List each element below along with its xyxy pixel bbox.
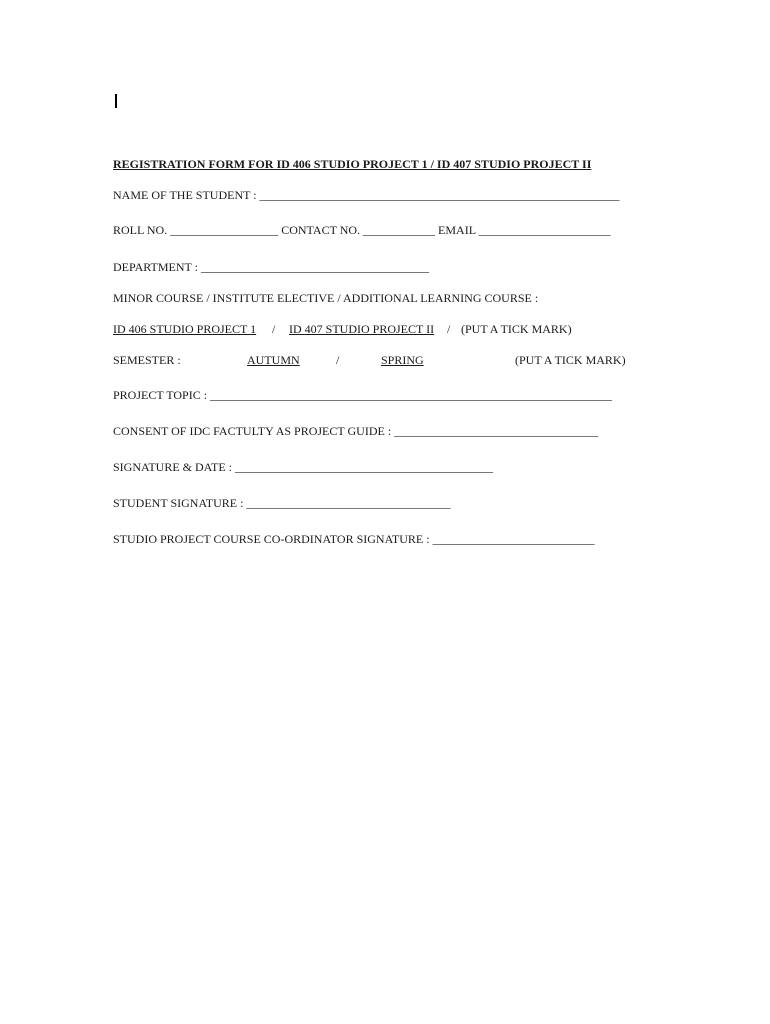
course-option-id407[interactable]: ID 407 STUDIO PROJECT II [289,322,435,336]
course-option-id406[interactable]: ID 406 STUDIO PROJECT 1 [113,322,257,336]
minor-course-label: MINOR COURSE / INSTITUTE ELECTIVE / ADDITIONAL LEARNING COURSE : [113,291,539,305]
roll-contact-email-field[interactable]: ROLL NO. __________________ CONTACT NO. ____________ EMAIL ______________________ [113,223,611,237]
semester-tick-note: (PUT A TICK MARK) [515,353,626,367]
text-cursor [115,94,117,108]
semester-label: SEMESTER : [113,353,181,367]
guide-consent-field[interactable]: CONSENT OF IDC FACTULTY AS PROJECT GUIDE : __________________________________ [113,424,599,438]
form-title: REGISTRATION FORM FOR ID 406 STUDIO PROJECT 1 / ID 407 STUDIO PROJECT II [113,157,592,171]
coordinator-signature-field[interactable]: STUDIO PROJECT COURSE CO-ORDINATOR SIGNATURE : ___________________________ [113,532,595,546]
course-separator-1: / [272,322,276,336]
student-name-field[interactable]: NAME OF THE STUDENT : ____________________________________________________________ [113,188,620,202]
department-field[interactable]: DEPARTMENT : ______________________________________ [113,260,429,274]
semester-option-autumn[interactable]: AUTUMN [247,353,300,367]
project-topic-field[interactable]: PROJECT TOPIC : ___________________________________________________________________ [113,388,613,402]
course-tick-note: (PUT A TICK MARK) [461,322,572,336]
semester-option-spring[interactable]: SPRING [381,353,424,367]
signature-date-field[interactable]: SIGNATURE & DATE : ___________________________________________ [113,460,493,474]
student-signature-field[interactable]: STUDENT SIGNATURE : __________________________________ [113,496,451,510]
course-separator-2: / [447,322,451,336]
semester-separator: / [336,353,340,367]
